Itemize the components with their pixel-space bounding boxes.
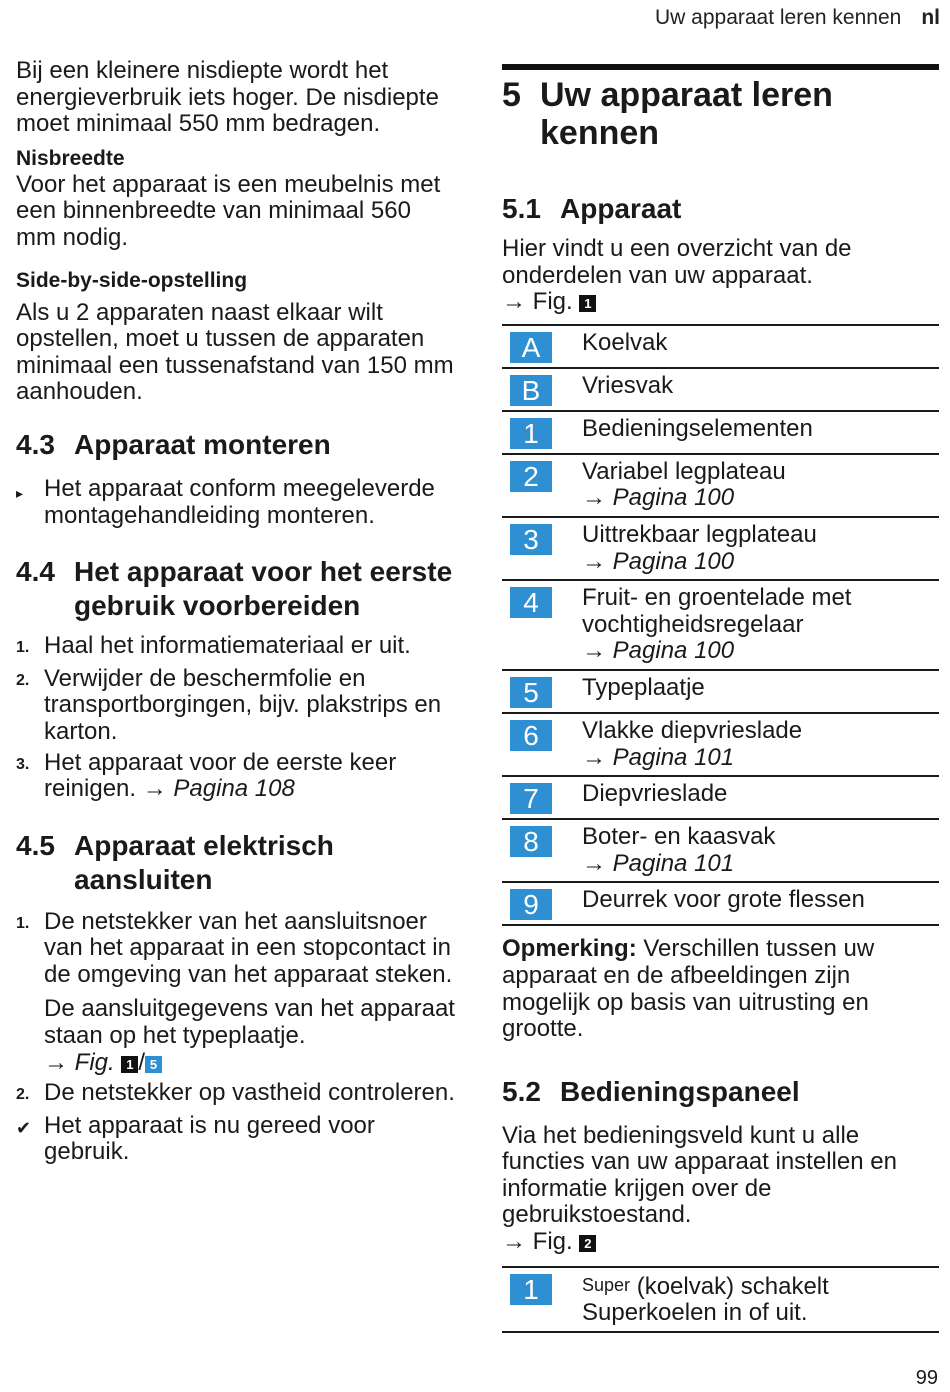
page-ref-link[interactable]: Pagina 101 xyxy=(612,743,735,771)
fig-1-icon: 1 xyxy=(579,295,596,312)
list-item: 3. Het apparaat voor de eerste keer reinigen. → Pagina 108 xyxy=(16,748,397,803)
table-row: 7 Diepvrieslade xyxy=(502,777,939,820)
page-ref-link[interactable]: Pagina 100 xyxy=(612,637,735,665)
sbs-heading: Side-by-side-opstelling xyxy=(16,268,248,292)
note: Opmerking: Verschillen tussen uw apparaat en de afbeeldingen zijn mogelijk op basis van uitrusting en grootte. xyxy=(502,935,875,1043)
section-4-3-heading: 4.3 Apparaat monteren xyxy=(16,428,331,460)
part-badge: A xyxy=(510,332,552,363)
note-label: Opmerking: xyxy=(502,935,637,963)
nisbreedte-text: Voor het apparaat is een meubelnis met een binnenbreedte van minimaal 560 mm nodig. xyxy=(16,170,441,251)
part-badge: 2 xyxy=(510,461,552,492)
part-badge: 5 xyxy=(510,677,552,708)
table-row: 2 Variabel legplateau → Pagina 100 xyxy=(502,455,939,518)
chapter-5-heading: 5 Uw apparaat leren kennen xyxy=(502,76,833,152)
page-ref-link[interactable]: Pagina 100 xyxy=(612,484,735,512)
table-row: 9 Deurrek voor grote flessen xyxy=(502,883,939,926)
mount-step: ▸ Het apparaat conform meegeleverde montagehandleiding monteren. xyxy=(16,474,435,529)
page-ref-link[interactable]: Pagina 108 xyxy=(173,775,295,803)
table-row: 3 Uittrekbaar legplateau → Pagina 100 xyxy=(502,518,939,581)
table-row: 1 Super (koelvak) schakelt Superkoelen in of uit. xyxy=(502,1268,939,1333)
part-badge: 3 xyxy=(510,524,552,555)
page-ref-link[interactable]: Pagina 100 xyxy=(612,547,735,575)
control-badge: 1 xyxy=(510,1274,552,1305)
part-badge: 9 xyxy=(510,889,552,920)
result-item: ✔ Het apparaat is nu gereed voor gebruik. xyxy=(16,1111,375,1166)
section-4-4-heading: 4.4 Het apparaat voor het eerste gebruik voorbereiden xyxy=(16,556,453,622)
table-row: 4 Fruit- en groentelade met vochtigheidsregelaar → Pagina 100 xyxy=(502,581,939,671)
overview-text: Hier vindt u een overzicht van de onderdelen van uw apparaat. xyxy=(502,235,852,289)
part-badge: 1 xyxy=(510,418,552,449)
table-row: 6 Vlakke diepvrieslade → Pagina 101 xyxy=(502,714,939,777)
controls-table xyxy=(502,1266,939,1333)
section-4-5-heading: 4.5 Apparaat elektrisch aansluiten xyxy=(16,829,334,895)
list-item: 2. Verwijder de beschermfolie en transportborgingen, bijv. plakstrips en karton. xyxy=(16,664,442,745)
chapter-rule xyxy=(502,64,939,70)
fig-1-icon: 1 xyxy=(121,1056,138,1073)
part-badge: B xyxy=(510,375,552,406)
list-item: 1. De netstekker van het aansluitsnoer van het apparaat in een stopcontact in de omgeving van het apparaat steken. De aansluitgegevens van het apparaat staan op het typeplaatje. → Fig. 1 / 5 xyxy=(16,907,455,1076)
header-lang: nl xyxy=(921,6,940,29)
niche-depth-text: Bij een kleinere nisdiepte wordt het energieverbruik iets hoger. De nisdiepte moet minimaal 550 mm bedragen. xyxy=(16,57,439,138)
table-row: B Vriesvak xyxy=(502,369,939,412)
page-number: 99 xyxy=(915,1367,938,1389)
page-ref-link[interactable]: Pagina 101 xyxy=(612,849,735,877)
table-row: 1 Bedieningselementen xyxy=(502,412,939,455)
fig-ref: → Fig. 1 xyxy=(502,289,939,316)
part-badge: 6 xyxy=(510,720,552,751)
table-row: 8 Boter- en kaasvak → Pagina 101 xyxy=(502,820,939,883)
section-5-2-heading: 5.2 Bedieningspaneel xyxy=(502,1075,800,1107)
fig-ref: → Fig. 1 / 5 xyxy=(44,1050,456,1077)
fig-5-icon: 5 xyxy=(145,1056,162,1073)
part-badge: 7 xyxy=(510,783,552,814)
super-key-label: Super xyxy=(582,1274,631,1295)
table-row: 5 Typeplaatje xyxy=(502,671,939,714)
section-5-1-heading: 5.1 Apparaat xyxy=(502,193,682,224)
parts-table xyxy=(502,324,939,927)
running-header xyxy=(655,6,940,30)
connect-steps xyxy=(16,909,456,1166)
sbs-text: Als u 2 apparaten naast elkaar wilt opstellen, moet u tussen de apparaten minimaal een tussenafstand van 150 mm aanhouden. xyxy=(16,298,454,406)
fig-2-icon: 2 xyxy=(579,1235,596,1252)
list-item: 1. Haal het informatiemateriaal er uit. xyxy=(16,632,411,660)
part-badge: 8 xyxy=(510,826,552,857)
left-column xyxy=(16,58,456,1166)
list-item: 2. De netstekker op vastheid controleren. xyxy=(16,1079,455,1107)
prepare-steps xyxy=(16,633,456,803)
right-column xyxy=(502,58,939,1333)
fig-ref: → Fig. 2 xyxy=(502,1229,939,1256)
check-icon: ✔ xyxy=(16,1117,32,1138)
control-panel-text: Via het bedieningsveld kunt u alle functies van uw apparaat instellen en informatie krijgen over de gebruikstoestand. xyxy=(502,1121,897,1229)
table-row: A Koelvak xyxy=(502,326,939,369)
header-title: Uw apparaat leren kennen xyxy=(654,6,902,29)
part-badge: 4 xyxy=(510,587,552,618)
nisbreedte-heading: Nisbreedte xyxy=(16,146,125,170)
